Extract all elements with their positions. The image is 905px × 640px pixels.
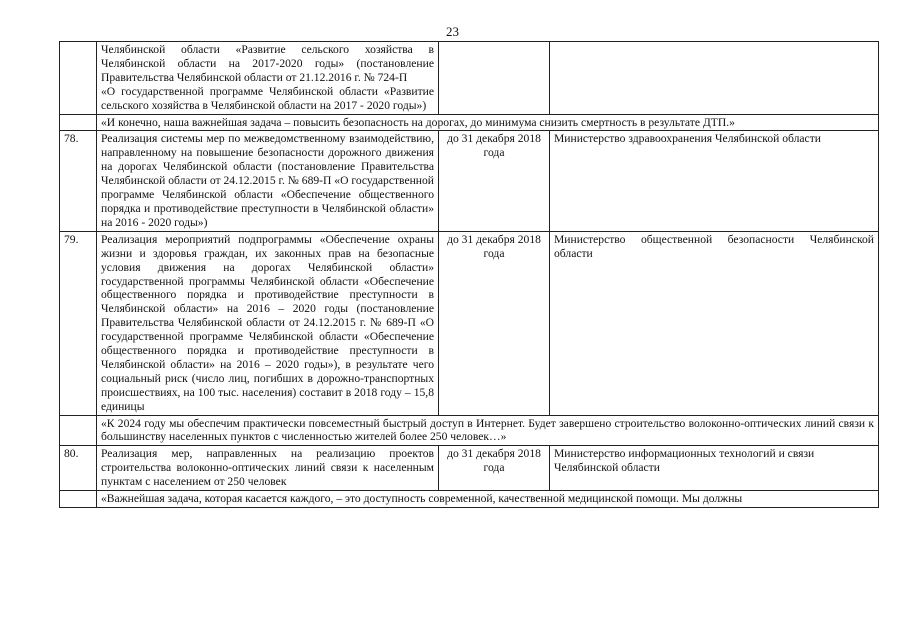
deadline-cell (439, 42, 550, 115)
table-row-79 (60, 231, 879, 415)
ministry-cell: Министерство здравоохранения Челябинской области (550, 131, 879, 231)
row-number-cell (60, 491, 97, 508)
table-row-78 (60, 131, 879, 231)
measure-description-cell: Реализация системы мер по межведомственному взаимодействию, направленному на повышение безопасности дорожного движения на дорогах Челябинской области (постановление Правительства Челябинской области от 24.12.2015 г. № 689-П «О государственной программе Челябинской области «Обеспечение общественного порядка и противодействие преступности в Челябинской области» на 2016 - 2020 годы») (97, 131, 439, 231)
measures-table (59, 41, 879, 508)
deadline-cell: до 31 декабря 2018 года (439, 446, 550, 491)
measure-description-line: «О государственной программе Челябинской области «Развитие сельского хозяйства в Челябинской области на 2017 - 2020 годы») (101, 84, 434, 112)
row-number-cell: 80. (60, 446, 97, 491)
deadline-cell: до 31 декабря 2018 года (439, 231, 550, 415)
quote-cell: «К 2024 году мы обеспечим практически повсеместный быстрый доступ в Интернет. Будет завершено строительство волоконно-оптических линий связи к большинству населенных пунктов с численностью жителей более 250 человек…» (97, 415, 879, 446)
measure-description-cell: Реализация мероприятий подпрограммы «Обеспечение охраны жизни и здоровья граждан, их законных прав на безопасные условия движения на дорогах Челябинской области» государственной программы Челябинской области «Обеспечение общественного порядка и противодействие преступности в Челябинской области» на 2016 – 2020 годы (постановление Правительства Челябинской области от 24.12.2015 г. № 689-П «О государственной программе Челябинской области «Обеспечение общественного порядка и противодействие преступности в Челябинской области» на 2016 – 2020 годы»), в результате чего социальный риск (число лиц, погибших в дорожно-транспортных происшествиях, на 100 тыс. населения) составит в 2018 году – 15,8 единицы (97, 231, 439, 415)
row-number-cell (60, 114, 97, 131)
ministry-cell: Министерство информационных технологий и связи Челябинской области (550, 446, 879, 491)
row-number-cell: 79. (60, 231, 97, 415)
measure-description-cell: Реализация мер, направленных на реализацию проектов строительства волоконно-оптических линий связи к населенным пунктам с населением от 250 человек (97, 446, 439, 491)
measure-description-line: Челябинской области «Развитие сельского хозяйства в Челябинской области на 2017-2020 годы» (постановление Правительства Челябинской области от 21.12.2016 г. № 724-П (101, 43, 434, 84)
table-row-quote (60, 491, 879, 508)
quote-cell: «Важнейшая задача, которая касается каждого, – это доступность современной, качественной медицинской помощи. Мы должны (97, 491, 879, 508)
table-row-quote (60, 415, 879, 446)
ministry-cell (550, 42, 879, 115)
deadline-cell: до 31 декабря 2018 года (439, 131, 550, 231)
ministry-cell: Министерство общественной безопасности Челябинской области (550, 231, 879, 415)
quote-cell: «И конечно, наша важнейшая задача – повысить безопасность на дорогах, до минимума снизить смертность в результате ДТП.» (97, 114, 879, 131)
row-number-cell (60, 42, 97, 115)
page-number: 23 (446, 24, 459, 39)
measure-description-cell (97, 42, 439, 115)
table-row-80 (60, 446, 879, 491)
table-row-continuation (60, 42, 879, 115)
table-row-quote (60, 114, 879, 131)
row-number-cell: 78. (60, 131, 97, 231)
row-number-cell (60, 415, 97, 446)
